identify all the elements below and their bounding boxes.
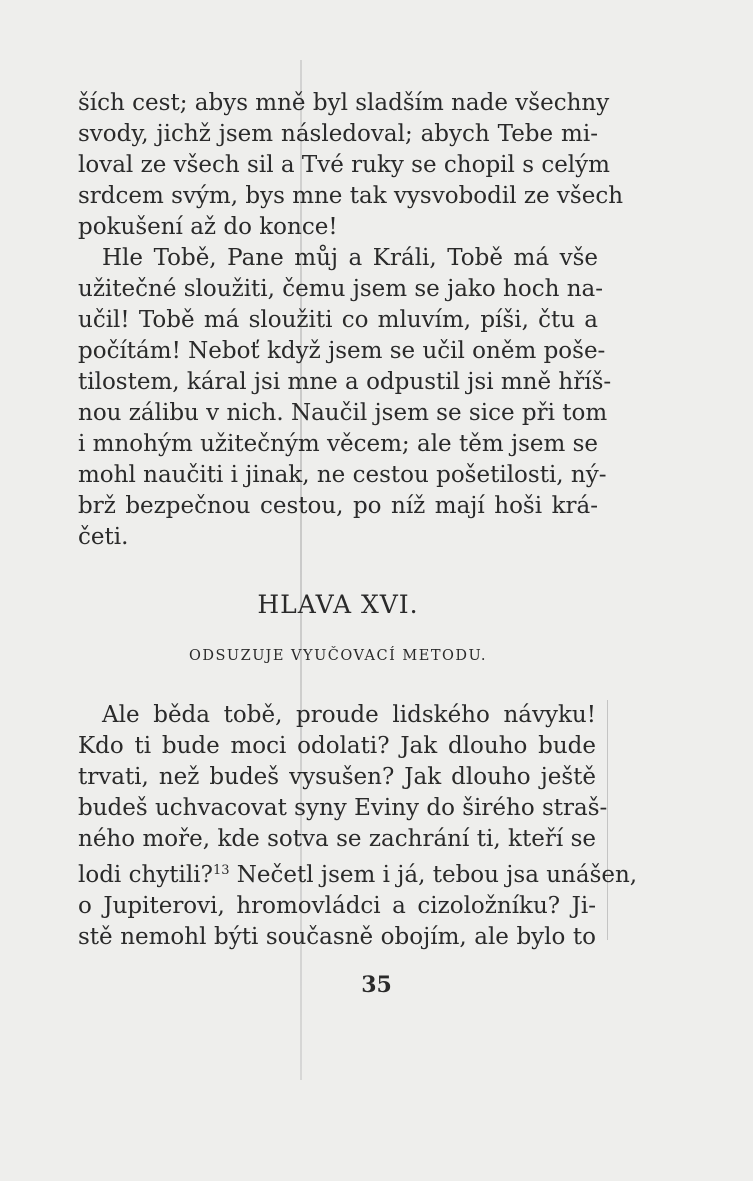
text-line: svody, jichž jsem následoval; abych Tebe mi- <box>78 121 598 147</box>
text-line: Ale běda tobě, proude lidského návyku! <box>102 702 596 728</box>
text-line: Kdo ti bude moci odolati? Jak dlouho bude <box>78 733 596 759</box>
text-line: počítám! Neboť když jsem se učil oněm poše- <box>78 338 606 364</box>
text-line: učil! Tobě má sloužiti co mluvím, píši, čtu a <box>78 307 598 333</box>
text-line: tilostem, káral jsi mne a odpustil jsi mně hříš- <box>78 369 612 395</box>
text-line: Hle Tobě, Pane můj a Králi, Tobě má vše <box>102 245 598 271</box>
text-line: mohl naučiti i jinak, ne cestou pošetilosti, ný- <box>78 462 607 488</box>
upper-text-block <box>78 88 624 553</box>
text-line: srdcem svým, bys mne tak vysvobodil ze všech <box>78 183 624 209</box>
page-number: 35 <box>361 972 392 998</box>
text-line: budeš uchvacovat syny Eviny do širého straš- <box>78 795 608 821</box>
text-fragment: lodi chytili? <box>78 862 213 888</box>
text-line: loval ze všech sil a Tvé ruky se chopil s celým <box>78 152 610 178</box>
text-line: nou zálibu v nich. Naučil jsem se sice při tom <box>78 400 608 426</box>
text-line: trvati, než budeš vysušen? Jak dlouho ještě <box>78 764 596 790</box>
text-line: i mnohým užitečným věcem; ale těm jsem se <box>78 431 599 457</box>
text-line: pokušení až do konce! <box>78 214 338 240</box>
lower-text-block <box>78 700 638 953</box>
chapter-subtitle: ODSUZUJE VYUČOVACÍ METODU. <box>188 648 488 664</box>
text-line-with-footnote <box>78 855 638 891</box>
text-line: stě nemohl býti současně obojím, ale bylo to <box>78 924 596 950</box>
text-line: četi. <box>78 524 129 550</box>
text-line: ších cest; abys mně byl sladším nade všechny <box>78 90 610 116</box>
text-line: ného moře, kde sotva se zachrání ti, kteří se <box>78 826 596 852</box>
text-line: užitečné sloužiti, čemu jsem se jako hoch na- <box>78 276 603 302</box>
text-fragment: Nečetl jsem i já, tebou jsa unášen, <box>236 862 638 888</box>
paper-crease-secondary <box>607 700 608 940</box>
footnote-reference: 13 <box>212 863 230 878</box>
text-line: o Jupiterovi, hromovládci a cizoložníku? Ji- <box>78 893 596 919</box>
text-line: brž bezpečnou cestou, po níž mají hoši krá- <box>78 493 598 519</box>
chapter-title: HLAVA XVI. <box>257 590 419 619</box>
